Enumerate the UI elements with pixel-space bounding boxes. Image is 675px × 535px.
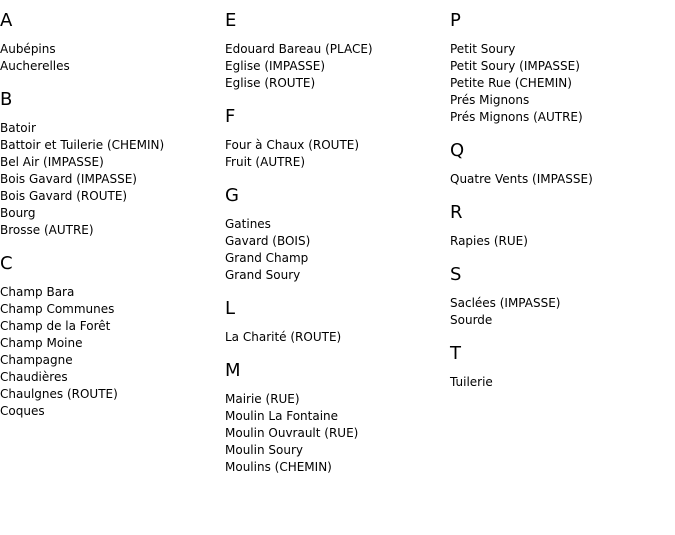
street-link[interactable]: Edouard Bareau (PLACE) xyxy=(225,42,373,56)
street-link[interactable]: Moulin Soury xyxy=(225,443,303,457)
street-link[interactable]: Eglise (IMPASSE) xyxy=(225,59,326,73)
street-link[interactable]: Gatines xyxy=(225,217,271,231)
street-index-column-3 xyxy=(450,10,675,405)
street-link[interactable]: Prés Mignons xyxy=(450,93,530,107)
letter-group-r xyxy=(450,202,675,250)
letter-group-g xyxy=(225,185,450,284)
street-link[interactable]: Chaudières xyxy=(0,370,68,384)
street-link[interactable]: Aubépins xyxy=(0,42,56,56)
street-list xyxy=(450,171,675,188)
street-link[interactable]: Petit Soury (IMPASSE) xyxy=(450,59,580,73)
street-link[interactable]: Quatre Vents (IMPASSE) xyxy=(450,172,593,186)
street-link[interactable]: Prés Mignons (AUTRE) xyxy=(450,110,583,124)
street-link[interactable]: Moulin La Fontaine xyxy=(225,409,339,423)
street-link[interactable]: Bois Gavard (IMPASSE) xyxy=(0,172,137,186)
letter-group-b xyxy=(0,89,225,239)
street-list xyxy=(450,233,675,250)
letter-group-e xyxy=(225,10,450,92)
street-link[interactable]: Champ Communes xyxy=(0,302,115,316)
street-link[interactable]: Battoir et Tuilerie (CHEMIN) xyxy=(0,138,165,152)
street-list xyxy=(450,374,675,391)
street-list xyxy=(0,41,225,75)
letter-heading: G xyxy=(225,185,239,206)
letter-heading: S xyxy=(450,264,462,285)
street-link[interactable]: Champ de la Forêt xyxy=(0,319,111,333)
street-link[interactable]: Sourde xyxy=(450,313,493,327)
street-link[interactable]: Bel Air (IMPASSE) xyxy=(0,155,104,169)
letter-group-a xyxy=(0,10,225,75)
street-link[interactable]: Champ Bara xyxy=(0,285,75,299)
street-link[interactable]: Eglise (ROUTE) xyxy=(225,76,316,90)
street-list xyxy=(225,216,450,284)
street-link[interactable]: Petit Soury xyxy=(450,42,516,56)
street-link[interactable]: Mairie (RUE) xyxy=(225,392,300,406)
letter-group-c xyxy=(0,253,225,420)
street-list xyxy=(0,284,225,420)
street-link[interactable]: Rapies (RUE) xyxy=(450,234,528,248)
letter-heading: R xyxy=(450,202,463,223)
street-list xyxy=(225,329,450,346)
street-link[interactable]: Moulin Ouvrault (RUE) xyxy=(225,426,359,440)
letter-group-s xyxy=(450,264,675,329)
street-list xyxy=(0,120,225,239)
letter-heading: F xyxy=(225,106,236,127)
street-link[interactable]: Gavard (BOIS) xyxy=(225,234,311,248)
letter-heading: C xyxy=(0,253,13,274)
letter-heading: Q xyxy=(450,140,465,161)
street-link[interactable]: Batoir xyxy=(0,121,36,135)
street-link[interactable]: Moulins (CHEMIN) xyxy=(225,460,332,474)
letter-group-m xyxy=(225,360,450,476)
street-link[interactable]: Coques xyxy=(0,404,45,418)
street-link[interactable]: Grand Soury xyxy=(225,268,301,282)
street-link[interactable]: Fruit (AUTRE) xyxy=(225,155,306,169)
letter-heading: T xyxy=(450,343,461,364)
street-link[interactable]: Grand Champ xyxy=(225,251,309,265)
letter-heading: P xyxy=(450,10,461,31)
street-link[interactable]: Bourg xyxy=(0,206,36,220)
letter-group-q xyxy=(450,140,675,188)
street-list xyxy=(450,295,675,329)
street-link[interactable]: Champ Moine xyxy=(0,336,83,350)
street-list xyxy=(225,41,450,92)
letter-group-t xyxy=(450,343,675,391)
street-link[interactable]: Saclées (IMPASSE) xyxy=(450,296,561,310)
street-link[interactable]: Bois Gavard (ROUTE) xyxy=(0,189,128,203)
letter-heading: A xyxy=(0,10,13,31)
street-list xyxy=(450,41,675,126)
street-list xyxy=(225,391,450,476)
street-link[interactable]: La Charité (ROUTE) xyxy=(225,330,342,344)
street-link[interactable]: Brosse (AUTRE) xyxy=(0,223,94,237)
street-link[interactable]: Champagne xyxy=(0,353,73,367)
letter-heading: L xyxy=(225,298,236,319)
street-index-column-1 xyxy=(0,10,225,434)
street-link[interactable]: Tuilerie xyxy=(450,375,493,389)
street-link[interactable]: Petite Rue (CHEMIN) xyxy=(450,76,572,90)
letter-group-l xyxy=(225,298,450,346)
letter-heading: M xyxy=(225,360,241,381)
street-link[interactable]: Chaulgnes (ROUTE) xyxy=(0,387,118,401)
street-link[interactable]: Four à Chaux (ROUTE) xyxy=(225,138,360,152)
letter-group-f xyxy=(225,106,450,171)
letter-heading: B xyxy=(0,89,13,110)
street-link[interactable]: Aucherelles xyxy=(0,59,70,73)
street-list xyxy=(225,137,450,171)
letter-heading: E xyxy=(225,10,237,31)
letter-group-p xyxy=(450,10,675,126)
street-index-column-2 xyxy=(225,10,450,490)
